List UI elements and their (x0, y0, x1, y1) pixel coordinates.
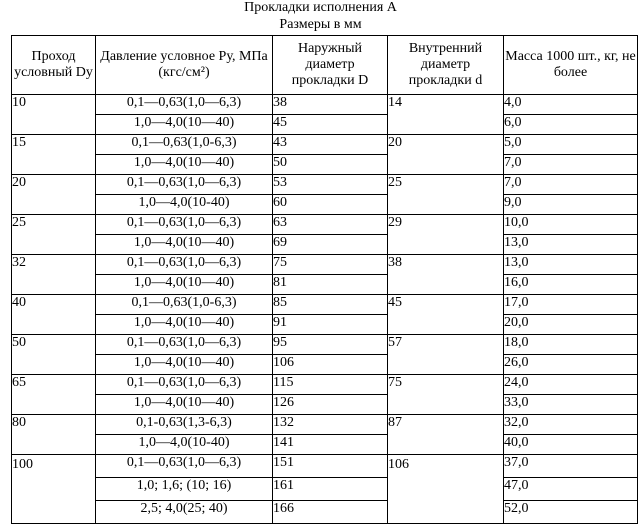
cell-inner-diameter: 57 (388, 335, 504, 375)
table-row (12, 235, 638, 255)
cell-mass: 32,0 (504, 415, 638, 435)
cell-pressure: 1,0; 1,6; (10; 16) (96, 478, 273, 501)
cell-dy: 100 (12, 455, 96, 524)
table-row (12, 215, 638, 235)
cell-outer-diameter: 63 (273, 215, 388, 235)
table-row (12, 275, 638, 295)
cell-inner-diameter: 25 (388, 175, 504, 215)
cell-inner-diameter: 38 (388, 255, 504, 295)
table-row (12, 435, 638, 455)
cell-pressure: 0,1—0,63(1,0—6,3) (96, 175, 273, 195)
cell-outer-diameter: 132 (273, 415, 388, 435)
cell-outer-diameter: 126 (273, 395, 388, 415)
table-row (12, 155, 638, 175)
table-row (12, 355, 638, 375)
table-row (12, 395, 638, 415)
cell-inner-diameter: 14 (388, 95, 504, 135)
table-row (12, 335, 638, 355)
cell-mass: 7,0 (504, 155, 638, 175)
cell-pressure: 0,1—0,63(1,0—6,3) (96, 455, 273, 478)
cell-mass: 17,0 (504, 295, 638, 315)
table-row (12, 315, 638, 335)
header-pressure: Давление условное Pу, МПа (кгс/см²) (96, 36, 273, 95)
cell-pressure: 0,1—0,63(1,0-6,3) (96, 295, 273, 315)
table-row (12, 415, 638, 435)
cell-outer-diameter: 161 (273, 478, 388, 501)
cell-pressure: 1,0—4,0(10—40) (96, 155, 273, 175)
cell-dy: 10 (12, 95, 96, 135)
table-row (12, 175, 638, 195)
cell-mass: 26,0 (504, 355, 638, 375)
table-caption-units: Размеры в мм (279, 17, 362, 32)
header-inner-diameter: Внутренний диаметр прокладки d (388, 36, 504, 95)
cell-outer-diameter: 69 (273, 235, 388, 255)
table-body (12, 95, 638, 524)
cell-outer-diameter: 141 (273, 435, 388, 455)
cell-inner-diameter: 20 (388, 135, 504, 175)
cell-dy: 40 (12, 295, 96, 335)
cell-dy: 25 (12, 215, 96, 255)
table-row (12, 115, 638, 135)
header-outer-diameter: Наружный диаметр прокладки D (273, 36, 388, 95)
cell-mass: 9,0 (504, 195, 638, 215)
cell-pressure: 1,0—4,0(10-40) (96, 435, 273, 455)
cell-mass: 13,0 (504, 235, 638, 255)
cell-pressure: 0,1—0,63(1,0—6,3) (96, 255, 273, 275)
cell-pressure: 1,0—4,0(10—40) (96, 315, 273, 335)
cell-inner-diameter: 29 (388, 215, 504, 255)
cell-dy: 50 (12, 335, 96, 375)
table-caption-title: Прокладки исполнения А (244, 0, 397, 15)
header-row (12, 36, 638, 95)
cell-pressure: 0,1—0,63(1,0—6,3) (96, 375, 273, 395)
cell-outer-diameter: 166 (273, 501, 388, 524)
cell-outer-diameter: 106 (273, 355, 388, 375)
cell-dy: 20 (12, 175, 96, 215)
cell-pressure: 0,1—0,63(1,0—6,3) (96, 95, 273, 115)
cell-mass: 40,0 (504, 435, 638, 455)
cell-outer-diameter: 95 (273, 335, 388, 355)
cell-pressure: 1,0—4,0(10-40) (96, 195, 273, 215)
cell-outer-diameter: 91 (273, 315, 388, 335)
cell-outer-diameter: 75 (273, 255, 388, 275)
cell-pressure: 1,0—4,0(10—40) (96, 355, 273, 375)
cell-mass: 16,0 (504, 275, 638, 295)
cell-mass: 20,0 (504, 315, 638, 335)
cell-mass: 24,0 (504, 375, 638, 395)
cell-outer-diameter: 115 (273, 375, 388, 395)
table-row (12, 478, 638, 501)
cell-pressure: 1,0—4,0(10—40) (96, 115, 273, 135)
cell-inner-diameter: 45 (388, 295, 504, 335)
cell-outer-diameter: 81 (273, 275, 388, 295)
cell-outer-diameter: 60 (273, 195, 388, 215)
table-row (12, 455, 638, 478)
cell-outer-diameter: 50 (273, 155, 388, 175)
cell-outer-diameter: 38 (273, 95, 388, 115)
table-row (12, 295, 638, 315)
cell-dy: 32 (12, 255, 96, 295)
cell-mass: 4,0 (504, 95, 638, 115)
cell-outer-diameter: 45 (273, 115, 388, 135)
cell-pressure: 0,1-0,63(1,3-6,3) (96, 415, 273, 435)
cell-mass: 10,0 (504, 215, 638, 235)
table-row (12, 135, 638, 155)
cell-dy: 15 (12, 135, 96, 175)
cell-pressure: 1,0—4,0(10—40) (96, 275, 273, 295)
cell-outer-diameter: 85 (273, 295, 388, 315)
cell-pressure: 2,5; 4,0(25; 40) (96, 501, 273, 524)
cell-inner-diameter: 87 (388, 415, 504, 455)
table-row (12, 195, 638, 215)
cell-mass: 6,0 (504, 115, 638, 135)
cell-pressure: 0,1—0,63(1,0—6,3) (96, 335, 273, 355)
cell-mass: 33,0 (504, 395, 638, 415)
table-header (12, 36, 638, 95)
cell-inner-diameter: 106 (388, 455, 504, 524)
cell-mass: 52,0 (504, 501, 638, 524)
cell-mass: 13,0 (504, 255, 638, 275)
cell-inner-diameter: 75 (388, 375, 504, 415)
cell-outer-diameter: 53 (273, 175, 388, 195)
header-mass: Масса 1000 шт., кг, не более (504, 36, 638, 95)
cell-mass: 18,0 (504, 335, 638, 355)
cell-pressure: 1,0—4,0(10—40) (96, 395, 273, 415)
cell-mass: 5,0 (504, 135, 638, 155)
table-row (12, 95, 638, 115)
cell-dy: 80 (12, 415, 96, 455)
cell-dy: 65 (12, 375, 96, 415)
cell-outer-diameter: 43 (273, 135, 388, 155)
cell-mass: 47,0 (504, 478, 638, 501)
header-dy: Проход условный Dy (12, 36, 96, 95)
cell-mass: 7,0 (504, 175, 638, 195)
cell-mass: 37,0 (504, 455, 638, 478)
table-row (12, 375, 638, 395)
cell-outer-diameter: 151 (273, 455, 388, 478)
table-row (12, 255, 638, 275)
gasket-dimensions-table (11, 35, 638, 524)
cell-pressure: 0,1—0,63(1,0—6,3) (96, 215, 273, 235)
table-row (12, 501, 638, 524)
cell-pressure: 1,0—4,0(10—40) (96, 235, 273, 255)
cell-pressure: 0,1—0,63(1,0-6,3) (96, 135, 273, 155)
